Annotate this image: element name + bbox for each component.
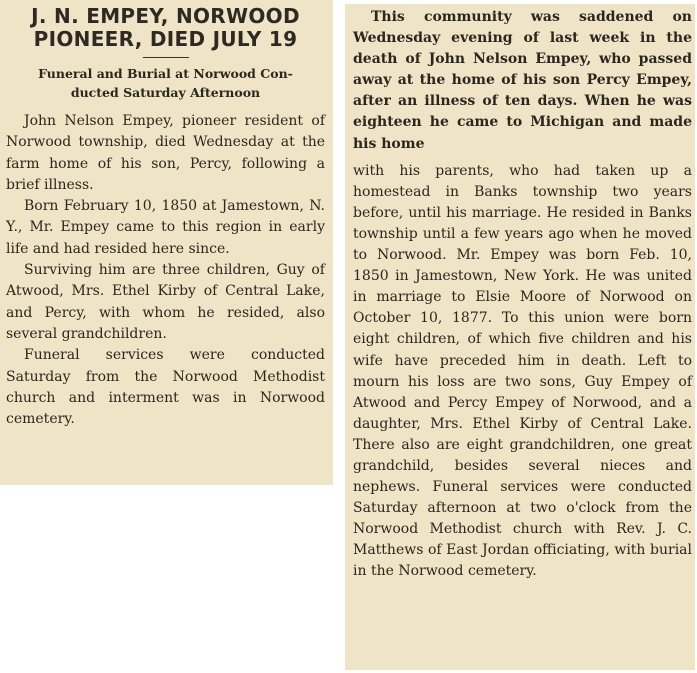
headline xyxy=(6,5,325,51)
paragraph-funeral: Funeral services were conducted Saturday from the Norwood Methodist church and interment was in Norwood cemetery. xyxy=(6,347,325,428)
paragraph-death-notice: John Nelson Empey, pioneer resident of Norwood township, died Wednesday at the farm home of his son, Percy, following a brief illness. xyxy=(6,113,325,193)
paragraph-birth: Born February 10, 1850 at Jamestown, N. Y., Mr. Empey came to this region in early life and had resided here since. xyxy=(6,198,325,257)
paragraph-community-notice: This community was saddened on Wednesday evening of last week in the death of John Nelson Empey, who passed away at the home of his son Percy Empey, after an illness of ten days. When he was eighteen he came to Michigan and made his home xyxy=(353,9,692,152)
subheadline-line-2: ducted Saturday Afternoon xyxy=(70,85,261,100)
subheadline xyxy=(6,64,325,102)
obituary-clipping-left xyxy=(0,0,333,485)
headline-line-2: PIONEER, DIED JULY 19 xyxy=(33,27,298,51)
subheadline-line-1: Funeral and Burial at Norwood Con- xyxy=(38,66,293,81)
paragraph-survivors: Surviving him are three children, Guy of Atwood, Mrs. Ethel Kirby of Central Lake, and Percy, with whom he resided, also several grandchildren. xyxy=(6,262,325,342)
paragraph-life-history: with his parents, who had taken up a homestead in Banks township two years before, until his marriage. He resided in Banks township until a few years ago when he moved to Norwood. Mr. Empey was born Feb. 10, 1850 in Jamestown, New York. He was united in marriage to Elsie Moore of Norwood on October 10, 1877. To this union were born eight children, of which five children and his wife have preceded him in death. Left to mourn his loss are two sons, Guy Empey of Atwood and Percy Empey of Norwood, and a daughter, Mrs. Ethel Kirby of Central Lake. There also are eight grandchildren, one great grandchild, besides several nieces and nephews. Funeral services were conducted Saturday afternoon at two o'clock from the Norwood Methodist church with Rev. J. C. Matthews of East Jordan officiating, with burial in the Norwood cemetery. xyxy=(353,162,692,580)
obituary-clipping-right xyxy=(345,4,695,670)
headline-line-1: J. N. EMPEY, NORWOOD xyxy=(31,4,300,28)
headline-divider xyxy=(143,57,189,58)
